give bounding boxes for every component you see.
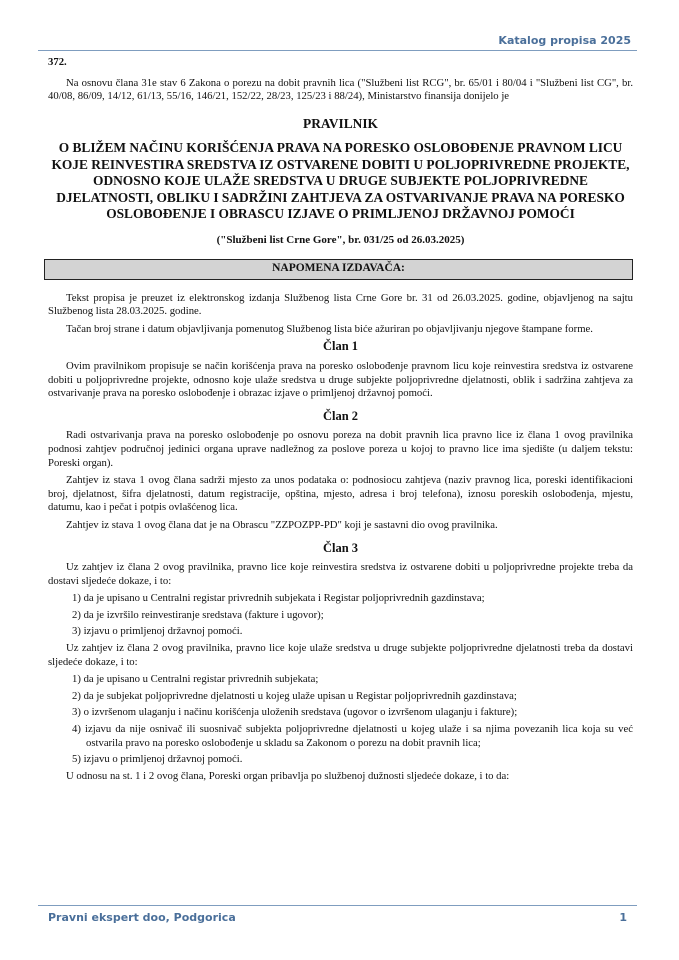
- publisher-footer: Pravni ekspert doo, Podgorica: [48, 911, 236, 924]
- article-2-paragraph-2: Zahtjev iz stava 1 ovog člana sadrži mjesto za unos podataka o: podnosiocu zahtjeva (naziv pravnog lica, poreski identifikacioni broj, djelatnost, šifra djelatnosti, datum registracije, opština, mjesto, adresa i broj telefona), iznosu poreskih oslobođenja, mjestu, datumu, kao i pečat i potpis ovlašćenog lica.: [48, 474, 633, 514]
- regulation-number: 372.: [48, 56, 67, 68]
- article-1-heading: Član 1: [322, 339, 359, 354]
- footer-divider: [38, 905, 637, 906]
- note-paragraph-1: Tekst propisa je preuzet iz elektronskog izdanja Službenog lista Crne Gore br. 31 od 26.03.2025. godine, objavljenog na sajtu Službenog lista 28.03.2025. godine.: [48, 291, 633, 318]
- list-item: 3) o izvršenom ulaganju i načinu korišćenja uloženih sredstava (ugovor o izvršenom ulaganju i fakture);: [72, 706, 518, 719]
- document-subtitle: O BLIŽEM NAČINU KORIŠĆENJA PRAVA NA PORESKO OSLOBOĐENJE PRAVNOM LICU KOJE REINVESTIRA SREDSTVA IZ OSTVARENE DOBITI U POLJOPRIVREDNE PROJEKTE, ODNOSNO KOJE ULAŽE SREDSTVA U DRUGE SUBJEKTE POLJOPRIVREDNE DJELATNOSTI, OBLIKU I SADRŽINI ZAHTJEVA ZA OSTVARIVANJE PRAVA NA PORESKO OSLOBOĐENJE I OBRASCU IZJAVE O PRIMLJENOJ DRŽAVNOJ POMOĆI: [51, 140, 630, 221]
- article-3-paragraph-3: U odnosu na st. 1 i 2 ovog člana, Poreski organ pribavlja po službenoj dužnosti sljedeće dokaze, i to da:: [66, 769, 510, 782]
- preamble: Na osnovu člana 31e stav 6 Zakona o porezu na dobit pravnih lica ("Službeni list RCG", br. 65/01 i 80/04 i "Službeni list CG", br. 40/08, 86/09, 14/12, 61/13, 55/16, 146/21, 152/22, 28/23, 125/23 i 88/24), Ministarstvo finansija donijelo je: [48, 76, 633, 103]
- catalog-header: Katalog propisa 2025: [498, 34, 631, 47]
- publisher-note-box: NAPOMENA IZDAVAČA:: [44, 259, 633, 280]
- list-item: 2) da je subjekat poljoprivredne djelatnosti u kojeg ulaže upisan u Registar poljoprivrednih gazdinstava;: [72, 689, 517, 702]
- article-3-paragraph-2: Uz zahtjev iz člana 2 ovog pravilnika, pravno lice koje ulaže sredstva u druge subjekte poljoprivredne djelatnosti treba da dostavi sljedeće dokaze, i to:: [48, 642, 633, 668]
- list-item: 5) izjavu o primljenoj državnoj pomoći.: [72, 753, 243, 766]
- article-2-paragraph-1: Radi ostvarivanja prava na poresko oslobođenje po osnovu poreza na dobit pravnih lica pravno lice iz člana 1 ovog pravilnika podnosi zahtjev područnoj jedinici organa uprave nadležnog za poslove poreza u kojoj to pravno lice ima sjedište (u daljem tekstu: Poreski organ).: [48, 429, 633, 469]
- header-divider: [38, 50, 637, 51]
- page-number: 1: [619, 911, 627, 924]
- list-item: 3) izjavu o primljenoj državnoj pomoći.: [72, 625, 243, 638]
- note-paragraph-2: Tačan broj strane i datum objavljivanja pomenutog Službenog lista biće ažuriran po objavljivanju njegove štampane forme.: [66, 322, 593, 335]
- list-item: 1) da je upisano u Centralni registar privrednih subjekata i Registar poljoprivrednih gazdinstava;: [72, 592, 485, 605]
- article-2-paragraph-3: Zahtjev iz stava 1 ovog člana dat je na Obrascu "ZZPOZPP-PD" koji je sastavni dio ovog pravilnika.: [66, 518, 498, 531]
- list-item: 2) da je izvršilo reinvestiranje sredstava (fakture i ugovor);: [72, 608, 324, 621]
- document-title: PRAVILNIK: [303, 115, 378, 131]
- document-body: [48, 56, 633, 783]
- article-2-heading: Član 2: [322, 408, 359, 423]
- list-item: 4) izjavu da nije osnivač ili suosnivač subjekta poljoprivredne djelatnosti u kojeg ulaže i sa njima povezanih lica koja su već ostvarila pravo na poresko oslobođenje u skladu sa Zakonom o porezu na dobit pravnih lica;: [72, 723, 633, 749]
- article-3-heading: Član 3: [322, 540, 359, 555]
- list-item: 1) da je upisano u Centralni registar privrednih subjekata;: [72, 673, 319, 686]
- article-3-paragraph-1: Uz zahtjev iz člana 2 ovog pravilnika, pravno lice koje reinvestira sredstva iz ostvarene dobiti u poljoprivredne projekte treba da dostavi sljedeće dokaze, i to:: [48, 561, 633, 587]
- gazette-reference: ("Službeni list Crne Gore", br. 031/25 od 26.03.2025): [216, 234, 465, 247]
- article-1-paragraph: Ovim pravilnikom propisuje se način korišćenja prava na poresko oslobođenje pravnom licu koje reinvestira sredstva iz ostvarene dobiti u poljoprivredne projekte, odnosno koje ulaže sredstva u druge subjekte poljoprivredne djelatnosti, oblik i sadržina zahtjeva za ostvarivanje prava na poresko oslobođenje i obrazac izjave o primljenoj državnoj pomoći.: [48, 359, 633, 400]
